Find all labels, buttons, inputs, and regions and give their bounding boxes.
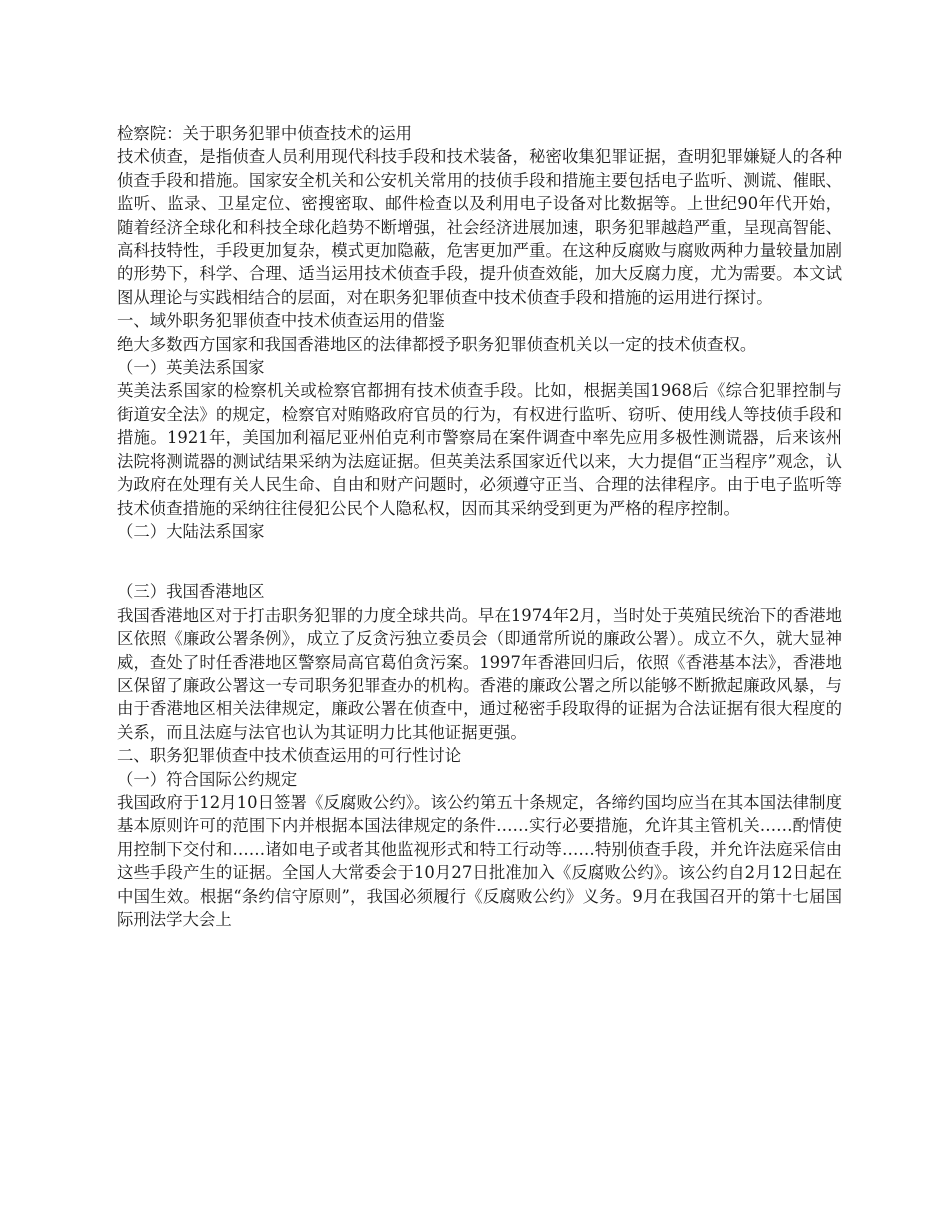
section2-heading: 二、职务犯罪侦查中技术侦查运用的可行性讨论 [117,746,462,766]
document-title: 检察院：关于职务犯罪中侦查技术的运用 [117,124,413,143]
section1-heading: 一、域外职务犯罪侦查中技术侦查运用的借鉴 [117,311,445,331]
intro-paragraph: 技术侦查，是指侦查人员利用现代科技手段和技术装备，秘密收集犯罪证据，查明犯罪嫌疑人的各种侦查手段和措施。国家安全机关和公安机关常用的技侦手段和措施主要包括电子监听、测谎、催眠、监听、监录、卫星定位、密搜密取、邮件检查以及利用电子设备对比数据等。上世纪90年代开始，随着经济全球化和科技全球化趋势不断增强，社会经济进展加速，职务犯罪越趋严重，呈现高智能、高科技特性，手段更加复杂，模式更加隐蔽，危害更加严重。在这种反腐败与腐败两种力量较量加剧的形势下，科学、合理、适当运用技术侦查手段，提升侦查效能，加大反腐力度，尤为需要。本文试图从理论与实践相结合的层面，对在职务犯罪侦查中技术侦查手段和措施的运用进行探讨。 [117,147,842,307]
subsection3-heading: （三）我国香港地区 [117,582,265,602]
blank-gap [117,543,842,580]
section2-subsection1-heading: （一）符合国际公约规定 [117,769,298,789]
subsection1-heading: （一）英美法系国家 [117,358,265,378]
subsection2-heading: （二）大陆法系国家 [117,521,265,541]
document-body [117,122,842,931]
section1-intro-paragraph: 绝大多数西方国家和我国香港地区的法律都授予职务犯罪侦查机关以一定的技术侦查权。 [117,334,757,354]
subsection3-paragraph: 我国香港地区对于打击职务犯罪的力度全球共尚。早在1974年2月，当时处于英殖民统治下的香港地区依照《廉政公署条例》，成立了反贪污独立委员会（即通常所说的廉政公署）。成立不久，就大显神威，查处了时任香港地区警察局高官葛伯贪污案。1997年香港回归后，依照《香港基本法》，香港地区保留了廉政公署这一专司职务犯罪查办的机构。香港的廉政公署之所以能够不断掀起廉政风暴，与由于香港地区相关法律规定，廉政公署在侦查中，通过秘密手段取得的证据为合法证据有很大程度的关系，而且法庭与法官也认为其证明力比其他证据更强。 [117,605,842,742]
section2-subsection1-paragraph: 我国政府于12月10日签署《反腐败公约》。该公约第五十条规定，各缔约国均应当在其本国法律制度基本原则许可的范围下内并根据本国法律规定的条件……实行必要措施，允许其主管机关……酌情使用控制下交付和……诸如电子或者其他监视形式和特工行动等……特别侦查手段，并允许法庭采信由这些手段产生的证据。全国人大常委会于10月27日批准加入《反腐败公约》。该公约自2月12日起在中国生效。根据“条约信守原则”，我国必须履行《反腐败公约》义务。9月在我国召开的第十七届国际刑法学大会上 [117,792,842,929]
subsection1-paragraph: 英美法系国家的检察机关或检察官都拥有技术侦查手段。比如，根据美国1968后《综合犯罪控制与街道安全法》的规定，检察官对贿赂政府官员的行为，有权进行监听、窃听、使用线人等技侦手段和措施。1921年，美国加利福尼亚州伯克利市警察局在案件调查中率先应用多极性测谎器，后来该州法院将测谎器的测试结果采纳为法庭证据。但英美法系国家近代以来，大力提倡“正当程序”观念，认为政府在处理有关人民生命、自由和财产问题时，必须遵守正当、合理的法律程序。由于电子监听等技术侦查措施的采纳往往侵犯公民个人隐私权，因而其采纳受到更为严格的程序控制。 [117,381,842,518]
